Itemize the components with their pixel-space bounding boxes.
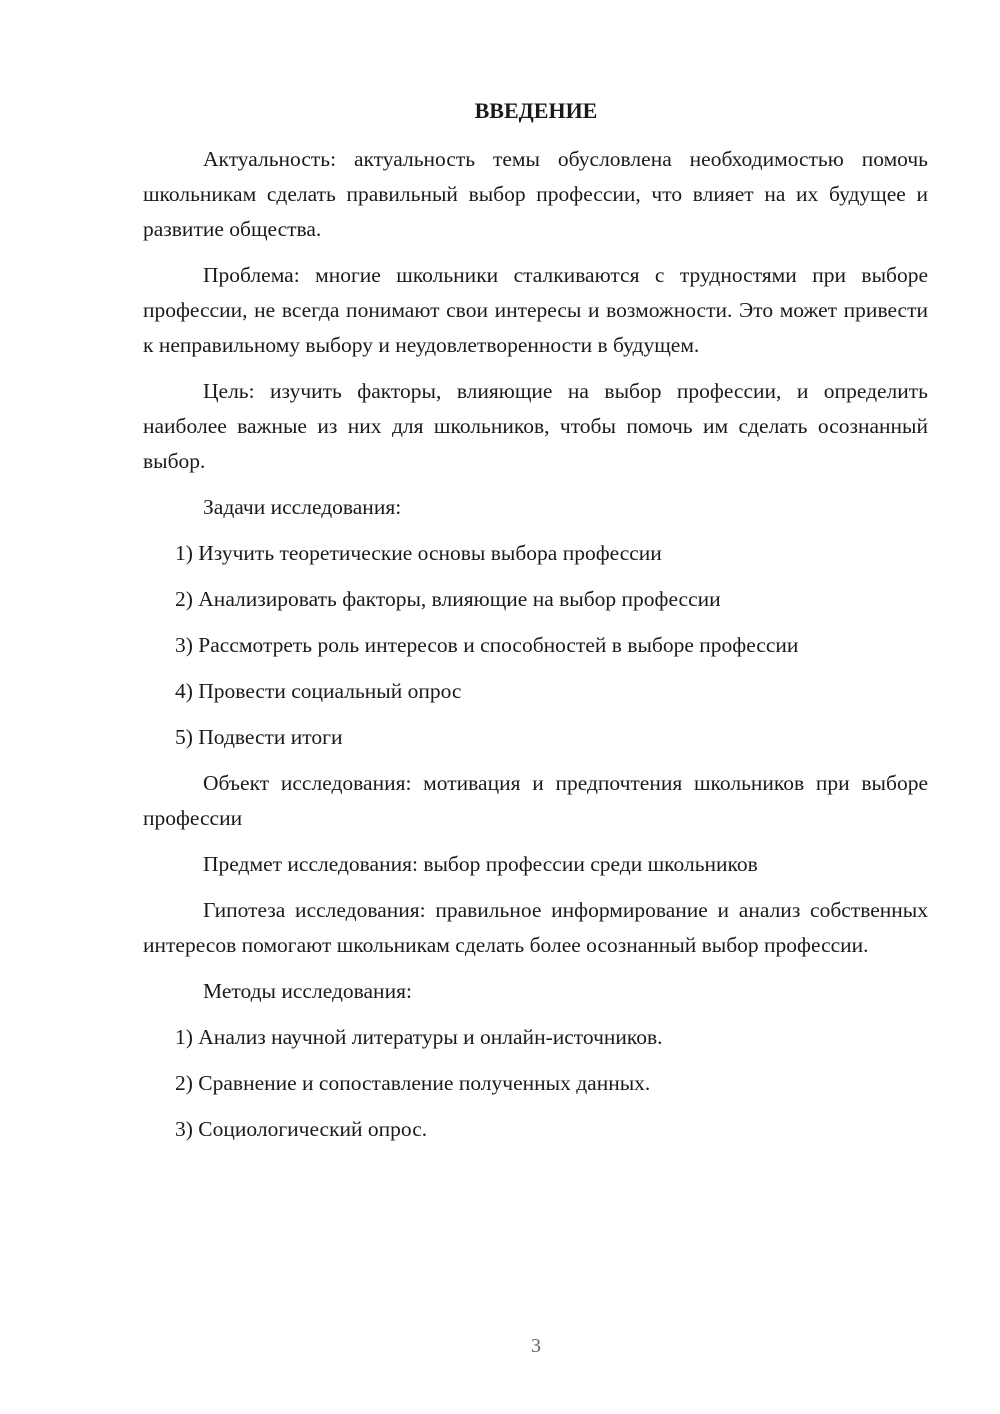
relevance-paragraph: Актуальность: актуальность темы обусловлена необходимостью помочь школьникам сделать правильный выбор профессии, что влияет на их будущее и развитие общества. xyxy=(143,147,928,241)
section-title: ВВЕДЕНИЕ xyxy=(474,98,598,123)
method-item: 2) Сравнение и сопоставление полученных данных. xyxy=(175,1071,651,1095)
methods-list xyxy=(143,1020,928,1147)
task-item: 3) Рассмотреть роль интересов и способностей в выборе профессии xyxy=(175,633,799,657)
document-body xyxy=(143,142,928,1158)
goal-paragraph: Цель: изучить факторы, влияющие на выбор профессии, и определить наиболее важные из них для школьников, чтобы помочь им сделать осознанный выбор. xyxy=(143,379,928,473)
problem-paragraph: Проблема: многие школьники сталкиваются с трудностями при выборе профессии, не всегда понимают свои интересы и возможности. Это может привести к неправильному выбору и неудовлетворенности в будущем. xyxy=(143,263,928,357)
hypothesis-paragraph: Гипотеза исследования: правильное информирование и анализ собственных интересов помогают школьникам сделать более осознанный выбор профессии. xyxy=(143,898,928,957)
tasks-list xyxy=(143,536,928,755)
task-item: 5) Подвести итоги xyxy=(175,725,343,749)
method-item: 3) Социологический опрос. xyxy=(175,1117,428,1141)
methods-heading: Методы исследования: xyxy=(203,979,412,1003)
tasks-heading: Задачи исследования: xyxy=(203,495,402,519)
object-paragraph: Объект исследования: мотивация и предпочтения школьников при выборе профессии xyxy=(143,771,928,830)
subject-paragraph: Предмет исследования: выбор профессии среди школьников xyxy=(203,852,758,876)
task-item: 1) Изучить теоретические основы выбора профессии xyxy=(175,541,662,565)
task-item: 4) Провести социальный опрос xyxy=(175,679,462,703)
page-number: 3 xyxy=(531,1335,541,1357)
task-item: 2) Анализировать факторы, влияющие на выбор профессии xyxy=(175,587,721,611)
method-item: 1) Анализ научной литературы и онлайн-источников. xyxy=(175,1025,663,1049)
